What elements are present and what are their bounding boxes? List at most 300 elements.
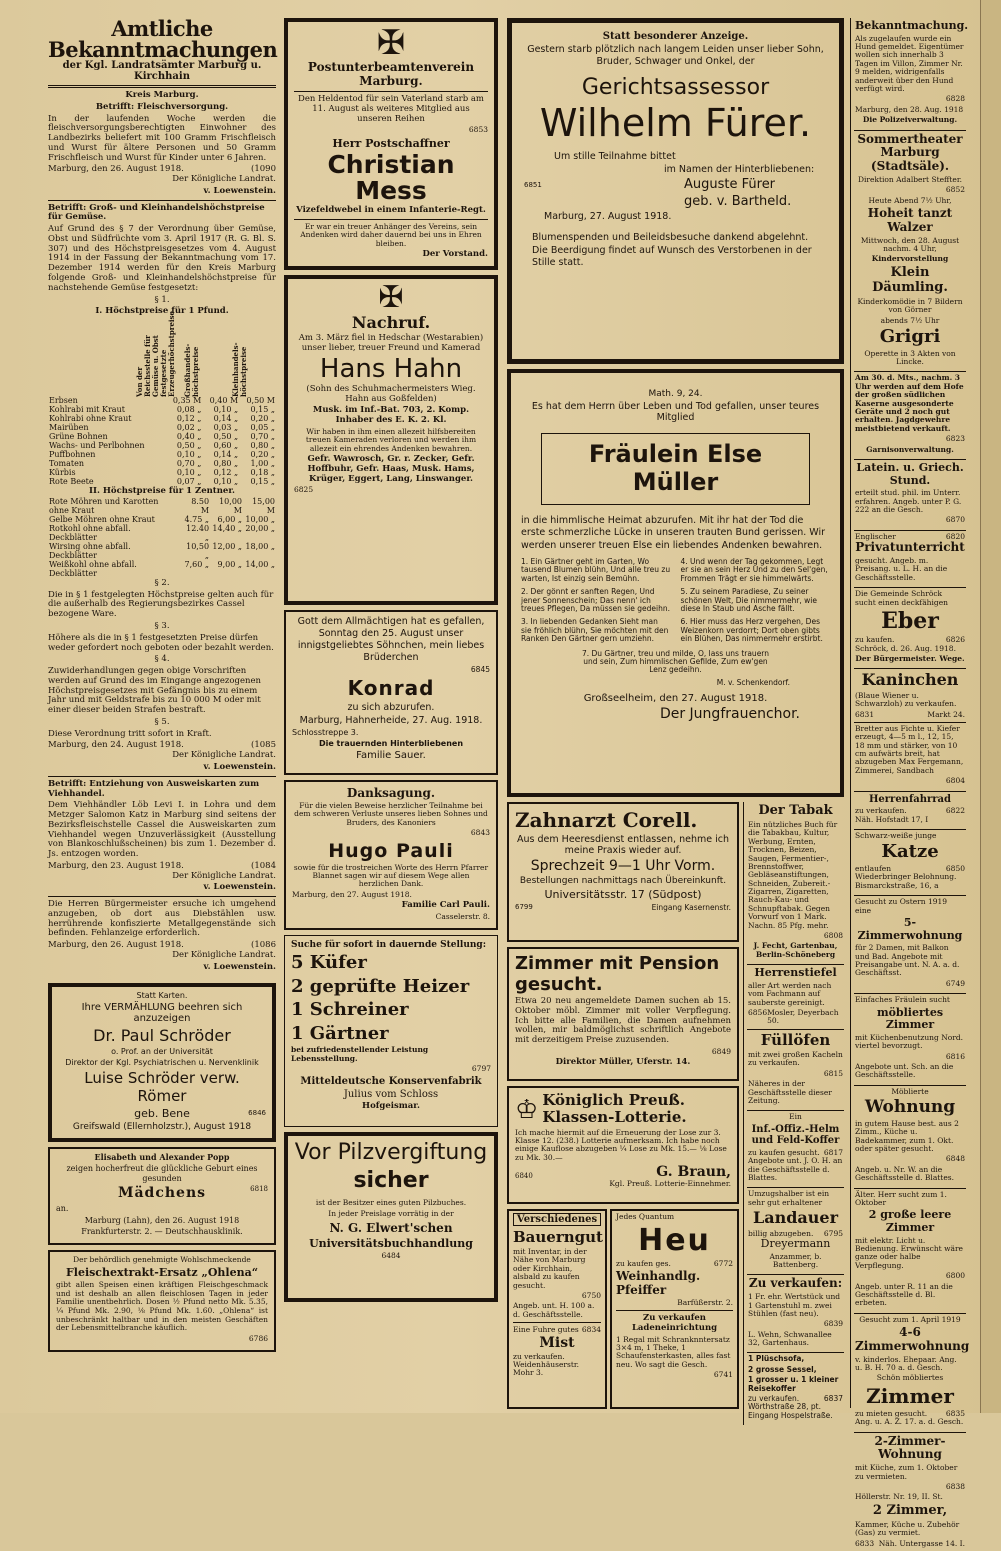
poem-stanza: 7. Du Gärtner, treu und milde, O, lass uns trauern und sein, Zum himmlischen Gefilde, Zum ew'gen Lenz gedeihn. bbox=[581, 648, 770, 675]
ad-title: Kaninchen bbox=[861, 670, 959, 690]
column-header: Kleinhandels-höchstpreise bbox=[231, 342, 249, 398]
notice-signature-name: v. Loewenstein. bbox=[203, 961, 276, 972]
ad-signature: J. Fecht, Gartenbau, Berlin-Schöneberg bbox=[753, 941, 838, 959]
section-number: § 2. bbox=[154, 577, 170, 588]
ad-text: Mittwoch, den 28. August nachm. 4 Uhr, bbox=[860, 235, 960, 254]
ad-text: entlaufen bbox=[855, 864, 892, 874]
notice-signature: Der Königliche Landrat. bbox=[172, 949, 276, 960]
ad-text: Gott dem Allmächtigen hat es gefallen, Sonntag den 25. August unser innigstgeliebtes Söhnchen, mein liebes Brüderchen bbox=[297, 616, 485, 663]
notice-head: Kreis Marburg. bbox=[125, 90, 199, 100]
ad-address: Markt 24. bbox=[927, 709, 965, 719]
ad-text: Angeb. unter R. 11 an die Geschäftsstelle d. Bl. erbeten. bbox=[855, 1281, 953, 1308]
section-text: Höhere als die in § 1 festgesetzten Preise dürfen weder gefordert noch geboten oder bezahlt werden. bbox=[48, 632, 274, 653]
ad-place: Greifswald (Ellernholzstr.), August 1918 bbox=[72, 1121, 252, 1132]
job-item: 1 Schreiner bbox=[291, 999, 409, 1021]
price-cell: 0,50 „ bbox=[213, 431, 239, 441]
notice-signature-name: v. Loewenstein. bbox=[203, 185, 276, 196]
ad-title: Herrenstiefel bbox=[754, 966, 837, 980]
ad-address: Eingang Kasernenstr. bbox=[651, 903, 731, 912]
ad-text: Ang. u. A. Z. 17. a. d. Gesch. bbox=[855, 1417, 964, 1427]
ad-text: Kammer, Küche u. Zubehör (Gas) zu vermiet. bbox=[855, 1519, 960, 1538]
ad-garrison-auction bbox=[854, 372, 966, 460]
ad-title: Sommertheater Marburg (Stadtsäle). bbox=[857, 131, 963, 174]
ad-text: mit Küche, zum 1. Oktober zu vermieten. bbox=[855, 1463, 958, 1481]
ad-address: Anzammer, b. Battenberg. bbox=[769, 1251, 822, 1269]
ad-firm: N. G. Elwert'schen bbox=[329, 1221, 453, 1236]
ad-number: 6797 bbox=[471, 1064, 491, 1074]
ad-text: Eine Fuhre gutes bbox=[513, 1325, 579, 1335]
section-title: II. Höchstpreise für 1 Zentner. bbox=[89, 485, 235, 496]
ad-title: Herrenfahrrad bbox=[868, 793, 952, 805]
ad-address: L. Wehn, Schwanallee 32, Gartenhaus. bbox=[748, 1329, 832, 1348]
price-cell: 10,00 M bbox=[219, 497, 242, 516]
notice-date: Marburg, den 26. August 1918. bbox=[48, 940, 184, 951]
price-item: Rotkohl ohne abfall. Deckblätter bbox=[49, 524, 131, 543]
ad-title: Zu verkaufen: bbox=[748, 1276, 843, 1291]
price-cell: 0,12 „ bbox=[176, 413, 202, 423]
column-main-notices bbox=[507, 18, 844, 1420]
ad-text: Die Gemeinde Schröck sucht einen deckfähigen bbox=[855, 589, 948, 607]
notice-number: (1085 bbox=[251, 740, 276, 751]
price-cell: 12.40 „ bbox=[186, 524, 210, 543]
ad-title: Nachruf. bbox=[351, 313, 431, 332]
price-cell: 0,10 „ bbox=[176, 449, 202, 459]
ad-text: Direktor der Kgl. Psychiatrischen u. Nervenklinik bbox=[65, 1057, 259, 1067]
ad-signature: Der Bürgermeister. Wege. bbox=[855, 653, 965, 663]
ad-head: Statt Karten. bbox=[136, 990, 188, 1000]
ad-text: Sprechzeit 9—1 Uhr Vorm. bbox=[530, 858, 716, 874]
ad-ohlena bbox=[48, 1250, 276, 1352]
ad-various bbox=[507, 1209, 607, 1409]
ad-title: Postunterbeamtenverein Marburg. bbox=[307, 60, 475, 88]
ad-text: im Namen der Hinterbliebenen: bbox=[664, 164, 815, 176]
ad-found-dog bbox=[854, 18, 969, 131]
ad-text: geb. Bene bbox=[134, 1106, 190, 1120]
notice-subject: Betrifft: Entziehung von Ausweiskarten zum Viehhandel. bbox=[48, 778, 260, 799]
price-cell: 1,00 „ bbox=[250, 458, 275, 468]
ad-text: Den Heldentod für sein Vaterland starb am 11. August als weiteres Mitglied aus unseren Reihen bbox=[298, 94, 484, 124]
notice-trade-cards bbox=[48, 780, 276, 893]
price-cell: 0,12 „ bbox=[213, 467, 239, 477]
ad-firm: Universitätsbuchhandlung bbox=[309, 1237, 473, 1251]
ad-hay bbox=[610, 1209, 739, 1409]
price-cell: 18,00 „ bbox=[245, 542, 275, 552]
ad-signatures: Gefr. Wawrosch, Gr. r. Zecker, Gefr. Hoffbuhr, Gefr. Haas, Musk. Hams, Krüger, Eggert, Lang, Linswanger. bbox=[307, 454, 475, 484]
ad-text: zu sich abzurufen. bbox=[347, 701, 435, 713]
ad-sofa bbox=[747, 1353, 844, 1425]
price-cell: 0,14 „ bbox=[213, 449, 239, 459]
ad-dentist-corell bbox=[507, 802, 739, 942]
ad-number: 6818 bbox=[250, 1185, 268, 1194]
ad-for-sale bbox=[747, 1275, 844, 1353]
price-cell: 14,00 „ bbox=[245, 560, 275, 570]
price-item: Grüne Bohnen bbox=[49, 431, 108, 441]
notice-body: Dem Viehhändler Löb Levi I. in Lohra und dem Metzger Salomon Katz in Marburg sind seitens der Bezirksfleischstelle Cassel die Ausweiskarten zum Viehhandel wegen Unzuverlässigkeit (Ausstellung von Blankoschlußscheinen) bis zum 1. Dezember d. Js. entzogen worden. bbox=[48, 800, 276, 860]
divider bbox=[294, 219, 488, 220]
price-cell: 0,18 „ bbox=[250, 467, 275, 477]
ad-text: Bretter aus Fichte u. Kiefer erzeugt, 4—5 m l., 12, 15, 18 mm und stärker, von 10 cm aufwärts breit, hat abzugeben Max Fergemann, Zimmerei, Sandbach bbox=[855, 723, 964, 775]
ad-address: Schlosstreppe 3. bbox=[292, 727, 359, 737]
ad-title: möbliertes Zimmer bbox=[876, 1005, 944, 1032]
ad-text: Am 3. März fiel in Hedschar (Westarabien) unser lieber, treuer Freund und Kamerad bbox=[298, 333, 484, 353]
ad-head: Suche für sofort in dauernde Stellung: bbox=[291, 940, 487, 950]
ad-title: 5-Zimmerwohnung bbox=[857, 915, 963, 942]
ad-text: abends 7½ Uhr bbox=[880, 315, 940, 325]
ad-text: Angeb. unt. H. 100 a. d. Geschäftsstelle. bbox=[513, 1301, 595, 1319]
ad-text: Aus dem Heeresdienst entlassen, nehme ich meine Praxis wieder auf. bbox=[517, 834, 729, 856]
notice-signature: Der Königliche Landrat. bbox=[172, 870, 276, 881]
price-cell: 0,70 „ bbox=[250, 431, 275, 441]
ad-name: Elisabeth und Alexander Popp bbox=[94, 1151, 230, 1162]
ad-title: Privatunterricht bbox=[855, 540, 965, 555]
ad-number: 6808 bbox=[823, 931, 843, 941]
price-row bbox=[48, 561, 276, 579]
ad-title: 2 Zimmer, bbox=[872, 1502, 948, 1518]
ad-number: 6817 bbox=[823, 1147, 843, 1157]
ad-text: Etwa 20 neu angemeldete Damen suchen ab 15. Oktober möbl. Zimmer mit voller Verpflegung. Ich bitte alle Familien, die Damen aufnehmen wollen, mir baldmöglichst schriftlich Angebote mit derzeitigem Preise zuzusenden. bbox=[515, 996, 731, 1046]
notice-body: In der laufenden Woche werden die fleischversorgungsberechtigten Einwohner des Landbezirks beliefert mit 100 Gramm Frischfleisch und Wurst für ältere Personen und 50 Gramm Frischfleisch und Wurst für Kinder unter 6 Jahren. bbox=[48, 113, 276, 163]
ad-title: Königlich Preuß. Klassen-Lotterie. bbox=[542, 1091, 687, 1127]
price-cell: 0,07 „ bbox=[176, 476, 202, 486]
price-cell: 0,60 „ bbox=[213, 440, 239, 450]
ad-lottery bbox=[507, 1086, 739, 1204]
ad-name: Luise Schröder verw. Römer bbox=[84, 1068, 240, 1105]
ad-name: Hans Hahn bbox=[319, 353, 463, 384]
ad-title: 4-6 Zimmerwohnung bbox=[855, 1325, 970, 1353]
price-cell: 6,00 „ bbox=[217, 515, 242, 525]
ad-text: Math. 9, 24. bbox=[648, 389, 703, 399]
ad-title: Klein Däumling. bbox=[872, 264, 948, 295]
section-title: I. Höchstpreise für 1 Pfund. bbox=[95, 306, 229, 317]
section-text: Zuwiderhandlungen gegen obige Vorschriften werden auf Grund des im Eingange angezogenen Höchstpreisgesetzes mit Gefängnis bis zu einem Jahr und mit Geldstrafe bis zu 10 000 M oder mit einer dieser beiden Strafen bestraft. bbox=[48, 666, 261, 716]
ad-number: 6840 bbox=[515, 1172, 533, 1181]
ad-boar bbox=[854, 588, 966, 669]
price-item: Rote Beete bbox=[49, 476, 94, 486]
ad-name: Konrad bbox=[347, 675, 435, 700]
price-cell: 0,20 „ bbox=[250, 413, 275, 423]
notice-subject: Betrifft: Groß- und Kleinhandelshöchstpreise für Gemüse. bbox=[48, 202, 265, 223]
ad-text: Ihre VERMÄHLUNG beehren sich anzuzeigen bbox=[81, 1001, 243, 1024]
ad-number: 6741 bbox=[713, 1370, 733, 1380]
ad-number: 6851 bbox=[524, 181, 542, 190]
ad-number: 6825 bbox=[294, 485, 314, 495]
ad-number: 6828 bbox=[945, 94, 965, 104]
ad-number: 6839 bbox=[823, 1319, 843, 1329]
ad-firm: Weinhandlg. Pfeiffer bbox=[616, 1268, 701, 1297]
ad-number: 6849 bbox=[711, 1046, 731, 1056]
ad-text: Direktion Adalbert Steffter. bbox=[858, 174, 962, 184]
ad-number: 6846 bbox=[248, 1108, 266, 1117]
price-cell: 0,14 „ bbox=[213, 413, 239, 423]
ad-name: Wilhelm Fürer. bbox=[539, 100, 812, 145]
ad-text: Englischer bbox=[855, 531, 896, 541]
ad-bicycle bbox=[854, 792, 966, 830]
obituary-hahn bbox=[284, 275, 498, 605]
ad-cat bbox=[854, 830, 966, 896]
ad-jobs bbox=[284, 935, 498, 1127]
ad-text: Kinderkomödie in 7 Bildern von Görner bbox=[857, 296, 963, 315]
ad-text: Die trauernden Hinterbliebenen bbox=[318, 738, 464, 748]
ad-place: Großseelheim, den 27. August 1918. bbox=[583, 693, 768, 705]
ad-title: Der Tabak bbox=[758, 803, 833, 818]
ad-text: Schröck, d. 26. Aug. 1918. bbox=[855, 643, 956, 653]
poem-stanza: 6. Hier muss das Herz vergehen, Des Weizenkorn verdorrt; Dort oben gibts ein Blühen, Das nimmermehr erstirbt. bbox=[680, 617, 823, 644]
ad-number: 6795 bbox=[823, 1228, 843, 1238]
ad-signature: geb. v. Bartheld. bbox=[684, 194, 792, 210]
price-cell: 0,15 „ bbox=[250, 405, 275, 415]
section-number: § 1. bbox=[154, 294, 170, 305]
ad-title: Zahnarzt Corell. bbox=[515, 808, 698, 832]
obituary-fuerer bbox=[507, 18, 844, 364]
ad-address: Casselerstr. 8. bbox=[435, 911, 490, 921]
ad-title: 2-Zimmer-Wohnung bbox=[874, 1433, 946, 1462]
ad-text: In jeder Preislage vorrätig in der bbox=[328, 1208, 454, 1218]
ad-address: Wörthstraße 28, pt. Eingang Hospelstraße. bbox=[748, 1402, 833, 1420]
ad-number: 6750 bbox=[581, 1290, 601, 1300]
poem-author: M. v. Schenkendorf. bbox=[716, 677, 790, 687]
price-cell: 0,03 „ bbox=[213, 422, 239, 432]
poem-stanza: 5. Zu seinem Paradiese, Zu seiner schönen Welt, Die nimmermehr, wie diese In Staub und Asche fällt. bbox=[680, 587, 817, 613]
ad-text: zeigen hocherfreut die glückliche Geburt eines gesunden bbox=[66, 1164, 258, 1183]
ad-helmet bbox=[747, 1111, 844, 1188]
ad-title: Danksagung. bbox=[346, 786, 436, 800]
ad-text: Gesucht zum 1. April 1919 bbox=[859, 1314, 961, 1324]
ad-text: (Blaue Wiener u. Schwarzloh) zu verkaufen. bbox=[855, 690, 957, 709]
lower-ads-row bbox=[507, 802, 844, 1425]
ad-2-room-flat bbox=[854, 1433, 966, 1551]
lower-ads-right bbox=[743, 802, 844, 1425]
ad-name: Hugo Pauli bbox=[328, 839, 454, 862]
ad-text: zu verkaufen. bbox=[855, 806, 907, 816]
ad-title: Bauerngut bbox=[513, 1228, 603, 1246]
ad-tobacco-book bbox=[747, 802, 844, 965]
notice-number: (1086 bbox=[251, 940, 276, 951]
crest-icon: ♔ bbox=[515, 1095, 539, 1126]
ad-place: Marburg, 27. August 1918. bbox=[544, 211, 672, 223]
ad-text: Als zugelaufen wurde ein Hund gemeldet. Eigentümer wollen sich innerhalb 3 Tagen im Villon, Zimmer Nr. 9 melden, widrigenfalls anderweit über den Hund verfügt wird. bbox=[855, 33, 964, 93]
ad-signature: G. Braun, bbox=[656, 1164, 731, 1181]
ad-latin-lessons bbox=[854, 460, 966, 531]
section-text: Diese Verordnung tritt sofort in Kraft. bbox=[48, 728, 212, 739]
ad-text: 1 Regal mit Schranknntersatz 3×4 m, 1 Theke, 1 Schaufensterkasten, alles fast neu. Wo sagt die Gesch. bbox=[616, 1334, 731, 1369]
ad-number: 6833 bbox=[855, 1538, 875, 1548]
ad-title: Landauer bbox=[752, 1208, 839, 1228]
price-row bbox=[48, 543, 276, 561]
ad-place: Marburg, den 28. Aug. 1918 bbox=[855, 104, 964, 114]
ad-text: Operette in 3 Akten von Lincke. bbox=[864, 348, 956, 366]
price-cell: 0,40 „ bbox=[176, 431, 202, 441]
ad-address: Universitätsstr. 17 (Südpost) bbox=[544, 888, 702, 901]
price-cell: 0,50 „ bbox=[176, 440, 202, 450]
job-item: 1 Gärtner bbox=[291, 1022, 389, 1044]
ad-number: 6484 bbox=[381, 1251, 401, 1261]
poem-stanza: 3. In liebenden Gedanken Sieht man sie fröhlich blühn, Sie möchten mit den Ranken Den Gärtner gern umziehn. bbox=[521, 617, 669, 644]
ad-number: 6815 bbox=[823, 1068, 843, 1078]
ad-text: Einfaches Fräulein sucht bbox=[855, 995, 950, 1005]
ad-text: o. Prof. an der Universität bbox=[111, 1046, 213, 1056]
price-cell: 7,60 „ bbox=[184, 560, 210, 570]
ad-title: Gerichtsassessor bbox=[581, 74, 770, 100]
price-row bbox=[48, 460, 276, 469]
ad-text: zu verkaufen. bbox=[748, 1394, 800, 1404]
ad-stoves bbox=[747, 1030, 844, 1112]
ad-text: 1 Plüschsofa, bbox=[748, 1354, 805, 1364]
ad-text: Der behördlich genehmigte Wohlschmeckende bbox=[73, 1254, 251, 1264]
iron-cross-icon: ✠ bbox=[378, 280, 404, 315]
small-ads-row bbox=[507, 1209, 739, 1414]
ad-text: Umzugshalber ist ein sehr gut erhaltener bbox=[748, 1189, 830, 1207]
ad-rabbits bbox=[854, 669, 966, 723]
ad-text: zu kaufen. bbox=[855, 635, 895, 645]
ad-4-6-room-flat bbox=[854, 1314, 970, 1433]
ad-title: Latein. u. Griech. Stund. bbox=[856, 460, 964, 487]
ad-text: bei zufriedenstellender Leistung Lebensstellung. bbox=[291, 1045, 429, 1063]
ad-room-pension bbox=[507, 947, 739, 1081]
ad-place: Marburg, den 27. August 1918. bbox=[292, 889, 412, 899]
poem-stanza: 1. Ein Gärtner geht im Garten, Wo tausend Blumen blühn, Und alle treu zu warten, Ist einzig sein Bemühn. bbox=[521, 557, 671, 583]
ad-summer-theater bbox=[854, 131, 966, 373]
column-obituaries bbox=[284, 18, 498, 1408]
price-item: Kürbis bbox=[49, 467, 76, 477]
ad-number: 6838 bbox=[945, 1482, 965, 1491]
price-cell: 4.75 „ bbox=[184, 515, 210, 525]
adjacent-page-edge bbox=[980, 0, 1001, 1413]
ad-title: Vor Pilzvergiftung bbox=[294, 1140, 488, 1165]
ad-text: billig abzugeben. bbox=[748, 1228, 814, 1238]
divider bbox=[48, 776, 276, 777]
price-cell: 0,05 „ bbox=[250, 422, 275, 432]
price-cell: 0,10 „ bbox=[176, 467, 202, 477]
ad-number: 6870 bbox=[945, 515, 965, 525]
price-cell: 0,40 M bbox=[209, 396, 239, 406]
ad-text: Bestellungen nachmittags nach Übereinkunft. bbox=[519, 876, 727, 886]
ad-text: Musk. im Inf.-Bat. 703, 2. Komp. Inhaber des E. K. 2. Kl. bbox=[312, 405, 470, 426]
ad-number: 6820 bbox=[945, 531, 965, 541]
ad-text: erteilt stud. phil. im Unterr. erfahren. Angeb. unter P. G. 222 an die Gesch. bbox=[855, 488, 962, 514]
ad-text: Für die vielen Beweise herzlicher Teilnahme bei dem schweren Verluste unseres lieben Sohnes und Bruders, des Kanoniers bbox=[294, 801, 488, 827]
ad-number: 6856 bbox=[748, 1008, 768, 1017]
ad-birth-popp bbox=[48, 1147, 276, 1245]
ad-empty-rooms bbox=[854, 1189, 966, 1314]
ad-text: gibt allen Speisen einen kräftigen Fleischgeschmack und ist deshalb an allen fleischlosen Tagen in jeder Familie unentbehrlich. Dosen ½ Pfund netto Mk. 5.35, ¼ Pfund Mk. 2.90, ⅛ Pfund Mk. 1.60. „Ohlena“ ist unbeschränkt haltbar und in den meisten Geschäften der Lebensmittelbranche käuflich. bbox=[56, 1280, 268, 1333]
price-cell: 0,08 „ bbox=[176, 405, 202, 415]
ad-number: 6852 bbox=[945, 185, 965, 195]
ad-wedding-schroeder bbox=[48, 983, 276, 1142]
ad-private-lessons bbox=[854, 531, 966, 588]
price-item: Erbsen bbox=[49, 396, 78, 406]
ad-title: Fleischextrakt-Ersatz „Ohlena“ bbox=[65, 1265, 259, 1279]
ad-signature: Dreyermann bbox=[760, 1236, 831, 1250]
column-header: Von der Reichsstelle für Gemüse u. Obst festgesetzte Erzeugerhöchstpreise bbox=[135, 311, 177, 398]
price-cell: 20,00 „ bbox=[245, 524, 275, 534]
ad-number: 6848 bbox=[945, 1154, 965, 1164]
ad-text: Heute Abend 7½ Uhr, bbox=[868, 195, 952, 205]
ad-text: in gutem Hause best. aus 2 Zimm., Küche u. Badekammer, zum 1. Okt. oder später gesucht. bbox=[855, 1118, 959, 1153]
divider bbox=[48, 896, 276, 897]
price-cell: 0,15 „ bbox=[250, 476, 275, 486]
lower-ads-left bbox=[507, 802, 739, 1425]
ad-text: (Sohn des Schuhmachermeisters Wieg. Hahn aus Goßfelden) bbox=[306, 383, 476, 404]
ad-number: 6826 bbox=[945, 635, 965, 645]
ad-signature: Direktor Müller, Uferstr. 14. bbox=[555, 1057, 691, 1068]
ad-text: Höllerstr. Nr. 19, II. St. bbox=[855, 1492, 943, 1502]
price-row bbox=[48, 525, 276, 543]
ad-firm: Julius vom Schloss bbox=[343, 1088, 439, 1100]
section-number: § 5. bbox=[154, 716, 170, 727]
ad-text: Es hat dem Herrn über Leben und Tod gefallen, unser teures Mitglied bbox=[531, 401, 820, 423]
ad-signature: Auguste Fürer bbox=[684, 177, 776, 193]
price-cell: 15,00 M bbox=[252, 497, 275, 516]
ad-number: 6853 bbox=[468, 125, 488, 135]
ad-text: Gesucht zu Ostern 1919 eine bbox=[855, 897, 948, 915]
ad-firm: Mitteldeutsche Konservenfabrik bbox=[300, 1075, 482, 1087]
ad-furnished-room bbox=[854, 994, 966, 1086]
ad-text: Kindervorstellung bbox=[871, 254, 949, 264]
ad-number: 6786 bbox=[248, 1333, 268, 1343]
ad-text: Blumenspenden und Beileidsbesuche dankend abgelehnt. Die Beerdigung findet auf Wunsch des Verstorbenen in der Stille statt. bbox=[532, 232, 812, 269]
column-official-notices bbox=[48, 18, 276, 1408]
notice-number: (1084 bbox=[251, 860, 276, 871]
price-cell: 0,80 „ bbox=[213, 458, 239, 468]
notice-meat-supply bbox=[48, 91, 276, 197]
ad-apartment bbox=[854, 1086, 966, 1189]
ad-boards bbox=[854, 723, 966, 792]
ad-title: Inf.-Offiz.-Helm und Feld-Koffer bbox=[751, 1123, 840, 1147]
ad-title: Eber bbox=[881, 607, 939, 634]
ad-title: Mädchens bbox=[117, 1185, 207, 1202]
notice-date: Marburg, den 23. August 1918. bbox=[48, 860, 184, 871]
ad-title: Heu bbox=[638, 1223, 711, 1259]
notice-signature-name: v. Loewenstein. bbox=[203, 761, 276, 772]
ad-number: 6749 bbox=[945, 978, 965, 988]
notice-date: Marburg, den 26. August 1918. bbox=[48, 164, 184, 175]
ad-head: Verschiedenes bbox=[513, 1213, 601, 1226]
price-row bbox=[48, 498, 276, 516]
price-item: Puffbohnen bbox=[49, 449, 96, 459]
price-table-hundredweight bbox=[48, 498, 276, 579]
ad-number: 6804 bbox=[945, 776, 965, 786]
ad-signature: Der Vorstand. bbox=[422, 249, 488, 260]
ad-text: mit Küchenbenutzung Nord. viertel bevorzugt. bbox=[855, 1032, 964, 1051]
notice-signature: Der Königliche Landrat. bbox=[172, 174, 276, 185]
ad-text: 2 grosse Sessel, bbox=[748, 1364, 817, 1374]
ad-landauer bbox=[747, 1188, 844, 1275]
ad-text: zu kaufen ges. bbox=[616, 1259, 671, 1269]
divider bbox=[48, 200, 276, 201]
price-item: Tomaten bbox=[49, 458, 84, 468]
ad-text: mit elektr. Licht u. Bedienung. Erwünscht wäre ganze oder halbe Verpflegung. bbox=[855, 1235, 963, 1270]
ad-head: Statt besonderer Anzeige. bbox=[602, 31, 749, 42]
ad-place: Marburg (Lahn), den 26. August 1918 bbox=[84, 1215, 240, 1225]
ad-number: 6837 bbox=[823, 1394, 843, 1404]
official-notices-subtitle: der Kgl. Landratsämter Marburg u. Kirchhain bbox=[62, 60, 262, 82]
ad-text: Am 30. d. Mts., nachm. 3 Uhr werden auf dem Hofe der großen südlichen Kaserne ausgesonderte Geräte und 2 noch gut erhalten. Jagdgewehre meistbietend verkauft. bbox=[855, 373, 964, 433]
notice-date: Marburg, den 24. August 1918. bbox=[48, 740, 184, 751]
obituary-mess bbox=[284, 18, 498, 270]
section-text: Die in § 1 festgelegten Höchstpreise gelten auch für die außerhalb des Regierungsbezirkes Cassel bezogene Ware. bbox=[48, 589, 274, 620]
price-item: Wirsing ohne abfall. Deckblätter bbox=[49, 542, 131, 561]
divider bbox=[616, 1310, 733, 1311]
obituary-mueller bbox=[507, 369, 844, 797]
price-cell: 0,70 „ bbox=[176, 458, 202, 468]
ad-text: für 2 Damen, mit Balkon und Bad. Angebote mit Preisangabe unt. N. A. a. d. Geschäftsst. bbox=[855, 943, 960, 978]
ad-signature: Familie Carl Pauli. bbox=[401, 900, 490, 911]
ad-title: Hoheit tanzt Walzer bbox=[867, 206, 953, 234]
section-number: § 3. bbox=[154, 621, 170, 632]
ad-text: Wiederbringer Belohnung. Bismarckstraße, 16, a bbox=[855, 872, 957, 890]
job-item: 2 geprüfte Heizer bbox=[291, 975, 470, 997]
price-cell: 14,40 „ bbox=[212, 524, 242, 534]
